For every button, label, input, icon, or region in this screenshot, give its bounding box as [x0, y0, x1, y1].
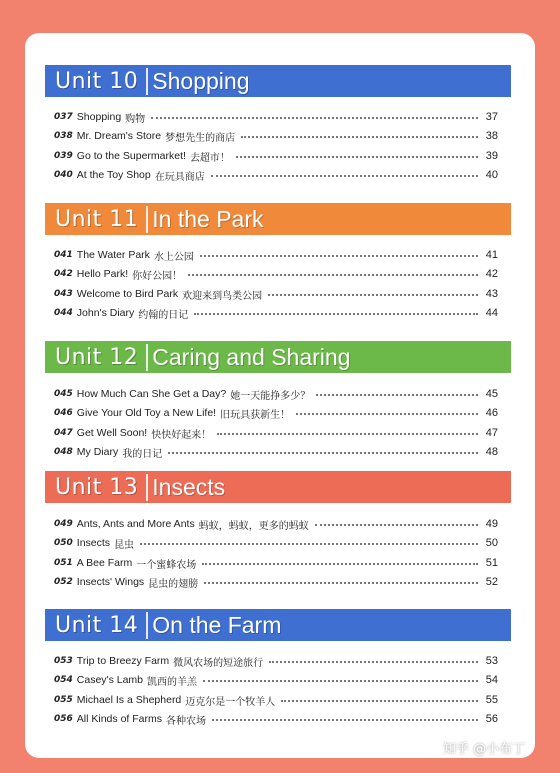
entry-title-cn: 昆虫 — [114, 539, 135, 551]
entry-page: 44 — [485, 307, 498, 319]
toc-entry[interactable] — [54, 672, 498, 688]
toc-entry[interactable] — [54, 386, 498, 402]
entry-title-en: Welcome to Bird Park — [76, 288, 179, 300]
dot-leader — [194, 312, 478, 315]
toc-entry[interactable] — [54, 425, 498, 441]
entry-code: 040 — [54, 170, 73, 180]
entry-title-cn: 迈克尔是一个牧羊人 — [185, 696, 276, 708]
entry-title-cn: 昆虫的翅膀 — [148, 578, 199, 590]
entry-code: 049 — [54, 519, 73, 529]
entry-title-en: The Water Park — [76, 249, 150, 261]
entry-page: 48 — [485, 446, 498, 458]
entry-code: 038 — [54, 131, 73, 141]
dot-leader — [202, 562, 478, 565]
entry-title-cn: 去超市！ — [189, 152, 230, 164]
toc-entry[interactable] — [54, 692, 498, 708]
entry-title-en: John's Diary — [76, 307, 135, 319]
dot-leader — [203, 679, 478, 682]
entry-page: 45 — [485, 388, 498, 400]
entry-code: 046 — [54, 408, 73, 418]
entry-title-en: Give Your Old Toy a New Life! — [76, 407, 217, 419]
unit-number: Unit 12 — [55, 344, 139, 370]
entry-title-cn: 梦想先生的商店 — [165, 132, 236, 144]
entry-title-cn: 她一天能挣多少？ — [230, 390, 311, 402]
toc-entry[interactable] — [54, 286, 498, 302]
entry-page: 38 — [485, 130, 498, 142]
entry-page: 50 — [485, 537, 498, 549]
entry-title-cn: 水上公园 — [153, 251, 194, 263]
entry-code: 045 — [54, 389, 73, 399]
entry-title-cn: 约翰的日记 — [138, 309, 189, 321]
entry-page: 46 — [485, 407, 498, 419]
dot-leader — [315, 523, 478, 526]
entry-code: 041 — [54, 250, 73, 260]
dot-leader — [296, 412, 478, 415]
entry-code: 050 — [54, 538, 73, 548]
entry-page: 52 — [485, 576, 498, 588]
entry-code: 044 — [54, 308, 73, 318]
toc-entry[interactable] — [54, 247, 498, 263]
unit-banner-13 — [45, 471, 511, 503]
toc-entry[interactable] — [54, 711, 498, 727]
dot-leader — [269, 660, 478, 663]
entry-code: 056 — [54, 714, 73, 724]
entry-title-en: My Diary — [76, 446, 119, 458]
entry-code: 042 — [54, 269, 73, 279]
unit-number: Unit 10 — [55, 68, 139, 94]
dot-leader — [151, 116, 478, 119]
entry-title-cn: 购物 — [125, 113, 146, 125]
entry-page: 41 — [485, 249, 498, 261]
toc-entry[interactable] — [54, 266, 498, 282]
dot-leader — [281, 699, 478, 702]
entry-title-en: Go to the Supermarket! — [76, 150, 186, 162]
entry-page: 37 — [485, 111, 498, 123]
entry-title-en: Michael Is a Shepherd — [76, 694, 182, 706]
unit-banner-10 — [45, 65, 511, 97]
entry-code: 048 — [54, 447, 73, 457]
dot-leader — [200, 254, 478, 257]
entry-title-en: Ants, Ants and More Ants — [76, 518, 195, 530]
entry-code: 053 — [54, 656, 73, 666]
dot-leader — [316, 393, 478, 396]
entry-page: 55 — [485, 694, 498, 706]
dot-leader — [168, 451, 478, 454]
toc-entry[interactable] — [54, 444, 498, 460]
entry-title-cn: 在玩具商店 — [154, 171, 205, 183]
toc-entry[interactable] — [54, 109, 498, 125]
unit-banner-11 — [45, 203, 511, 235]
entry-code: 043 — [54, 289, 73, 299]
entry-title-en: Trip to Breezy Farm — [76, 655, 170, 667]
entry-title-en: How Much Can She Get a Day? — [76, 388, 227, 400]
dot-leader — [211, 174, 478, 177]
toc-entry[interactable] — [54, 535, 498, 551]
entry-code: 039 — [54, 151, 73, 161]
entry-code: 037 — [54, 112, 73, 122]
entry-title-cn: 微风农场的短途旅行 — [173, 657, 264, 669]
unit-title: Insects — [146, 474, 225, 501]
entry-title-cn: 我的日记 — [122, 448, 163, 460]
dot-leader — [140, 542, 478, 545]
toc-entry[interactable] — [54, 305, 498, 321]
unit-number: Unit 13 — [55, 474, 139, 500]
dot-leader — [212, 718, 478, 721]
dot-leader — [241, 135, 478, 138]
entry-title-cn: 凯西的羊羔 — [147, 676, 197, 688]
entry-title-en: Insects — [76, 537, 111, 549]
entry-title-cn: 旧玩具获新生！ — [220, 409, 291, 421]
unit-title: Caring and Sharing — [146, 344, 350, 371]
watermark: 知乎 @小布丁 — [443, 742, 526, 757]
entry-title-cn: 一个蜜蜂农场 — [136, 559, 197, 571]
unit-number: Unit 11 — [55, 206, 139, 232]
entry-page: 42 — [485, 268, 498, 280]
entry-title-cn: 各种农场 — [166, 715, 206, 727]
entry-code: 051 — [54, 558, 73, 568]
entry-title-cn: 蚂蚁，蚂蚁，更多的蚂蚁 — [198, 520, 309, 532]
toc-entry[interactable] — [54, 653, 498, 669]
entry-code: 052 — [54, 577, 73, 587]
toc-entry[interactable] — [54, 516, 498, 532]
entry-code: 055 — [54, 695, 73, 705]
entry-title-en: Get Well Soon! — [76, 427, 148, 439]
entry-title-cn: 你好公园！ — [132, 270, 183, 282]
entry-title-en: Insects' Wings — [76, 576, 145, 588]
entry-title-en: At the Toy Shop — [76, 169, 151, 181]
unit-title: Shopping — [146, 68, 249, 95]
toc-entry[interactable] — [54, 148, 498, 164]
entry-code: 054 — [54, 675, 73, 685]
dot-leader — [236, 155, 478, 158]
entry-title-cn: 欢迎来到鸟类公园 — [182, 290, 263, 302]
entry-page: 43 — [485, 288, 498, 300]
entry-title-en: Mr. Dream's Store — [76, 130, 162, 142]
unit-title: In the Park — [146, 206, 263, 233]
entry-title-cn: 快快好起来！ — [151, 429, 212, 441]
toc-entry[interactable] — [54, 128, 498, 144]
toc-entry[interactable] — [54, 574, 498, 590]
unit-number: Unit 14 — [55, 612, 139, 638]
dot-leader — [188, 273, 478, 276]
entry-title-en: Casey's Lamb — [76, 674, 143, 686]
entry-page: 47 — [485, 427, 498, 439]
entry-page: 56 — [485, 713, 498, 725]
toc-entry[interactable] — [54, 555, 498, 571]
entry-title-en: Hello Park! — [76, 268, 129, 280]
entry-page: 54 — [485, 674, 498, 686]
unit-banner-14 — [45, 609, 511, 641]
toc-entry[interactable] — [54, 167, 498, 183]
entry-page: 51 — [485, 557, 498, 569]
dot-leader — [217, 432, 478, 435]
dot-leader — [268, 293, 478, 296]
unit-title: On the Farm — [146, 612, 281, 639]
unit-banner-12 — [45, 341, 511, 373]
toc-entry[interactable] — [54, 405, 498, 421]
entry-page: 40 — [485, 169, 498, 181]
entry-page: 39 — [485, 150, 498, 162]
entry-page: 49 — [485, 518, 498, 530]
entry-code: 047 — [54, 428, 73, 438]
entry-title-en: Shopping — [76, 111, 122, 123]
entry-page: 53 — [485, 655, 498, 667]
entry-title-en: All Kinds of Farms — [76, 713, 162, 725]
dot-leader — [204, 581, 478, 584]
entry-title-en: A Bee Farm — [76, 557, 133, 569]
